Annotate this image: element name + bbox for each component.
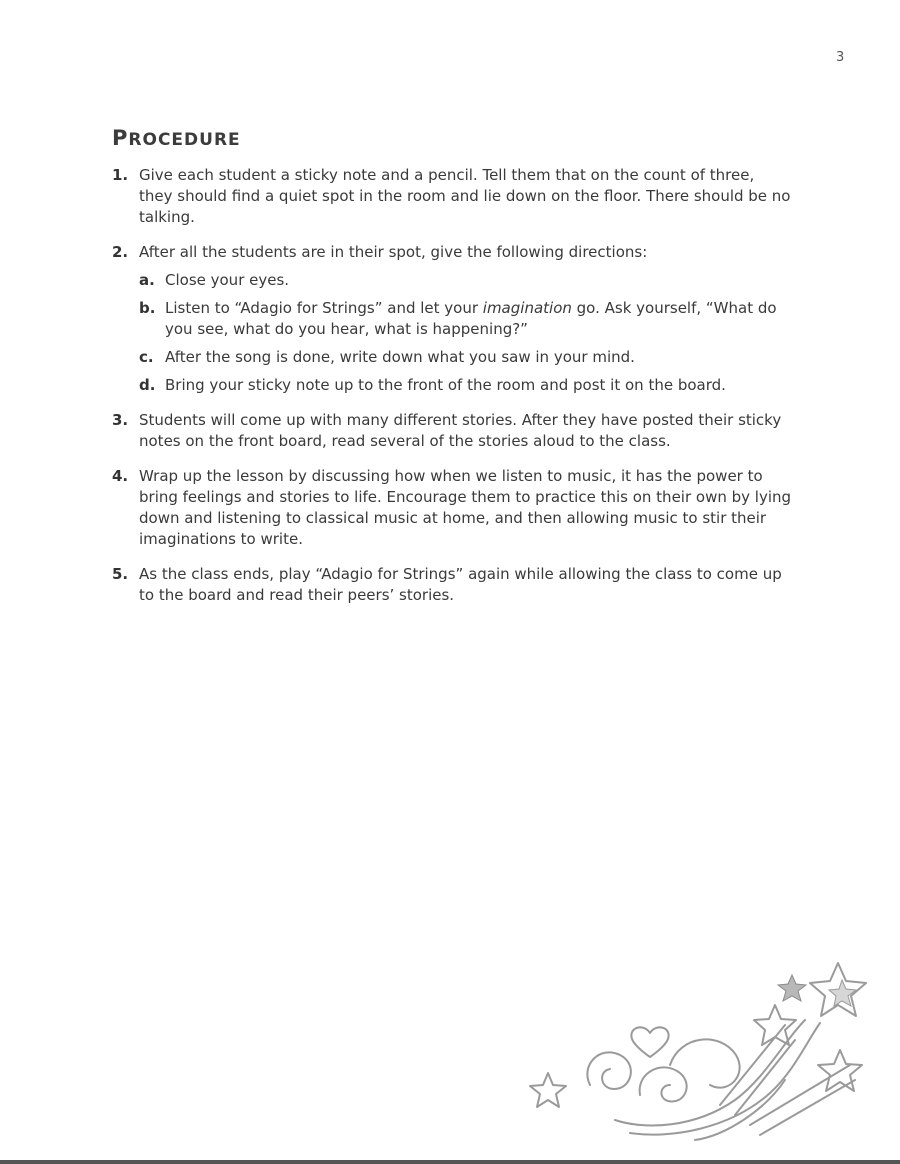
- direction-item: [139, 270, 792, 291]
- direction-letter: c.: [139, 348, 154, 366]
- direction-letter: d.: [139, 376, 156, 394]
- direction-text: After the song is done, write down what you saw in your mind.: [165, 348, 635, 366]
- heart-icon: [631, 1027, 668, 1057]
- procedure-step: [112, 564, 792, 606]
- swirl-icon: [587, 1052, 631, 1089]
- step-number: 3.: [112, 411, 129, 429]
- direction-letter: a.: [139, 271, 155, 289]
- direction-text-end: go. Ask yourself, “What do you see, what do you hear, what is happening?”: [165, 299, 777, 338]
- direction-emphasis: imagination: [482, 299, 572, 317]
- step-text: Students will come up with many different stories. After they have posted their sticky notes on the front board, read several of the stories aloud to the class.: [139, 411, 782, 450]
- stars-hearts-swirl-doodle-icon: [520, 955, 890, 1155]
- swirl-icon: [670, 1039, 740, 1087]
- direction-text-start: Listen to “Adagio for Strings” and let your: [165, 299, 483, 317]
- trail-icon: [750, 1065, 850, 1125]
- procedure-step: [112, 466, 792, 550]
- direction-list: [139, 270, 792, 396]
- heading-initial: P: [112, 126, 129, 150]
- direction-text: [165, 298, 792, 340]
- page-number: 3: [836, 50, 845, 65]
- step-number: 1.: [112, 166, 129, 184]
- star-icon: [778, 975, 806, 1001]
- step-number: 2.: [112, 243, 129, 261]
- procedure-step: [112, 242, 792, 396]
- direction-letter: b.: [139, 299, 156, 317]
- swirl-icon: [640, 1067, 687, 1101]
- procedure-step: [112, 165, 792, 228]
- star-icon: [530, 1073, 566, 1107]
- step-text: As the class ends, play “Adagio for Strings” again while allowing the class to come up to the board and read their peers’ stories.: [139, 565, 782, 604]
- heading-rest: ROCEDURE: [128, 130, 241, 150]
- step-number: 5.: [112, 565, 129, 583]
- section-heading: [112, 126, 241, 150]
- procedure-step: [112, 410, 792, 452]
- direction-item: [139, 347, 792, 368]
- bottom-rule: [0, 1160, 900, 1164]
- step-text: Give each student a sticky note and a pencil. Tell them that on the count of three, they should find a quiet spot in the room and lie down on the floor. There should be no talking.: [139, 166, 791, 226]
- step-text: Wrap up the lesson by discussing how when we listen to music, it has the power to bring feelings and stories to life. Encourage them to practice this on their own by lying down and listening to classical music at home, and then allowing music to stir their imaginations to write.: [139, 467, 792, 548]
- procedure-list: [112, 165, 792, 620]
- step-number: 4.: [112, 467, 129, 485]
- direction-item: [139, 298, 792, 340]
- direction-item: [139, 375, 792, 396]
- direction-text: Close your eyes.: [165, 271, 290, 289]
- step-text: After all the students are in their spot, give the following directions:: [139, 243, 648, 261]
- direction-text: Bring your sticky note up to the front of the room and post it on the board.: [165, 376, 726, 394]
